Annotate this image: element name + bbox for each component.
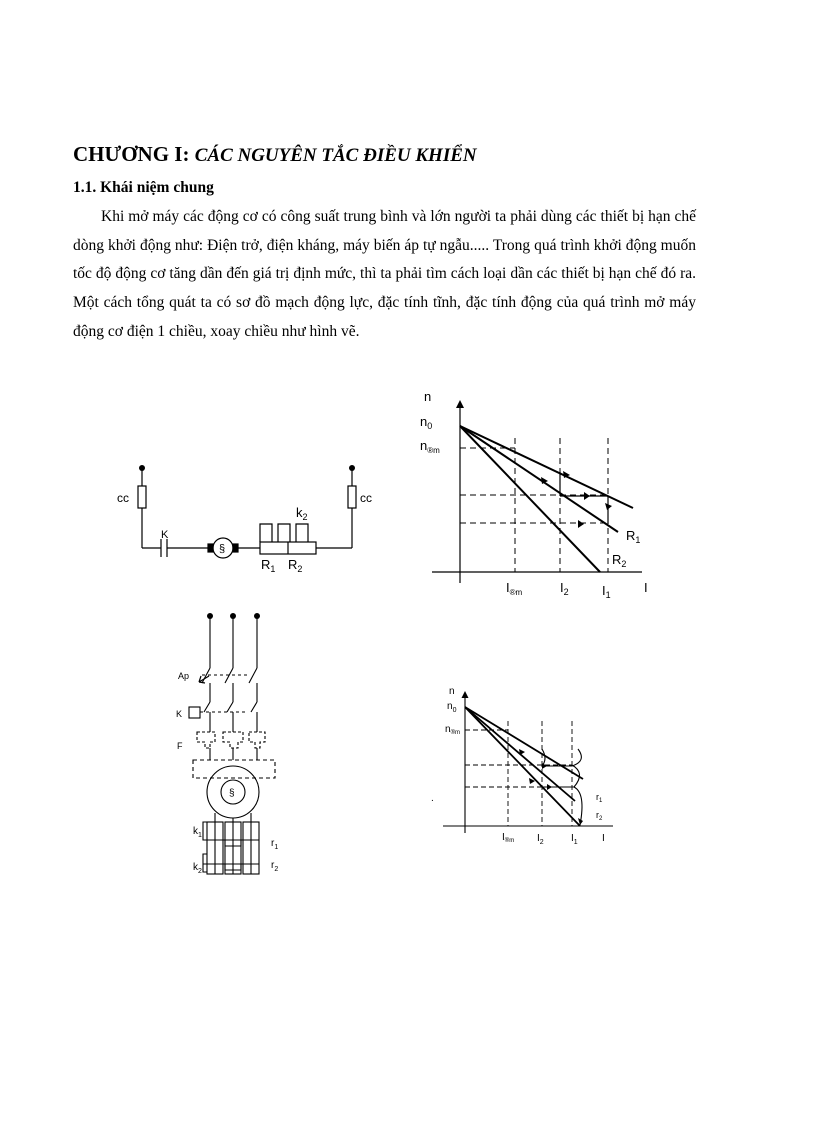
fuse-f-label: F xyxy=(177,741,183,751)
ac-i2-label: $I_2$ xyxy=(537,833,544,846)
terminal-left xyxy=(139,465,145,471)
x-axis-label: I xyxy=(644,580,648,595)
dc-characteristic-chart xyxy=(420,388,660,608)
phase-terminal-c xyxy=(254,613,260,619)
ac-x-axis-label: I xyxy=(602,833,605,844)
phase-terminal-b xyxy=(230,613,236,619)
r2-curve-label: $R_2$ xyxy=(612,552,627,569)
ac-motor-symbol: § xyxy=(229,788,235,799)
ac-n0-label: $n_0$ xyxy=(447,701,457,714)
terminal-right xyxy=(349,465,355,471)
r1-label: $R_1$ xyxy=(261,557,276,574)
r1-curve-label: $R_1$ xyxy=(626,528,641,545)
breaker-ap-label: Ap xyxy=(178,671,190,681)
intro-paragraph: Khi mở máy các động cơ có công suất trung bình và lớn người ta phải dùng các thiết bị hạn chế dòng khởi động như: Điện trở, điện kháng, máy biến áp tự ngẫu..... Trong quá trình khởi động muốn tốc độ động cơ tăng dần đến giá trị định mức, thì ta phải tìm cách loại dần các thiết bị hạn chế đó ra. Một cách tổng quát ta có sơ đồ mạch động lực, đặc tính tĩnh, đặc tính động của quá trình mở máy động cơ điện 1 chiều, xoay chiều như hình vẽ. xyxy=(73,208,696,340)
k1-label: $k_1$ xyxy=(193,826,202,839)
k2-label: $k_2$ xyxy=(296,505,308,522)
ac-i1-label: $I_1$ xyxy=(571,833,578,846)
chapter-prefix: CHƯƠNG I: xyxy=(73,142,190,166)
r2-label-ac: $r_2$ xyxy=(271,860,279,873)
contactor-k-label: K xyxy=(176,709,183,719)
ac-nm-label: $n_{®m}$ xyxy=(445,724,460,736)
k2-label-ac: $k_2$ xyxy=(193,862,202,875)
y-axis-label: n xyxy=(424,389,432,404)
motor-symbol: § xyxy=(219,543,226,555)
i2-label: $I_2$ xyxy=(560,580,569,597)
i1-label: $I_1$ xyxy=(602,583,611,600)
ac-r2-curve-label: $r_2$ xyxy=(596,810,603,822)
r2-label: $R_2$ xyxy=(288,557,303,574)
im-label: $I_{®m}$ xyxy=(506,580,523,597)
nm-label: $n_{®m}$ xyxy=(420,438,440,455)
fuse-left-label: cc xyxy=(117,491,129,505)
breaker-arrow-icon xyxy=(199,676,209,683)
dc-start-circuit xyxy=(110,460,380,580)
stray-dot: . xyxy=(431,793,434,804)
n0-label: $n_0$ xyxy=(420,414,433,431)
phase-terminal-a xyxy=(207,613,213,619)
chapter-heading xyxy=(73,142,477,167)
ac-start-circuit xyxy=(175,610,305,885)
ac-r1-curve-label: $r_1$ xyxy=(596,792,603,804)
r1-label-ac: $r_1$ xyxy=(271,838,279,851)
ac-characteristic-chart xyxy=(425,683,625,853)
ac-y-axis-label: n xyxy=(449,686,455,697)
chapter-title: CÁC NGUYÊN TẮC ĐIỀU KHIỂN xyxy=(194,145,477,166)
ac-im-label: $I_{®m}$ xyxy=(502,832,515,844)
fuse-right-label: cc xyxy=(360,491,372,505)
section-title: 1.1. Khái niệm chung xyxy=(73,179,214,196)
contact-k-label: K xyxy=(161,529,169,541)
